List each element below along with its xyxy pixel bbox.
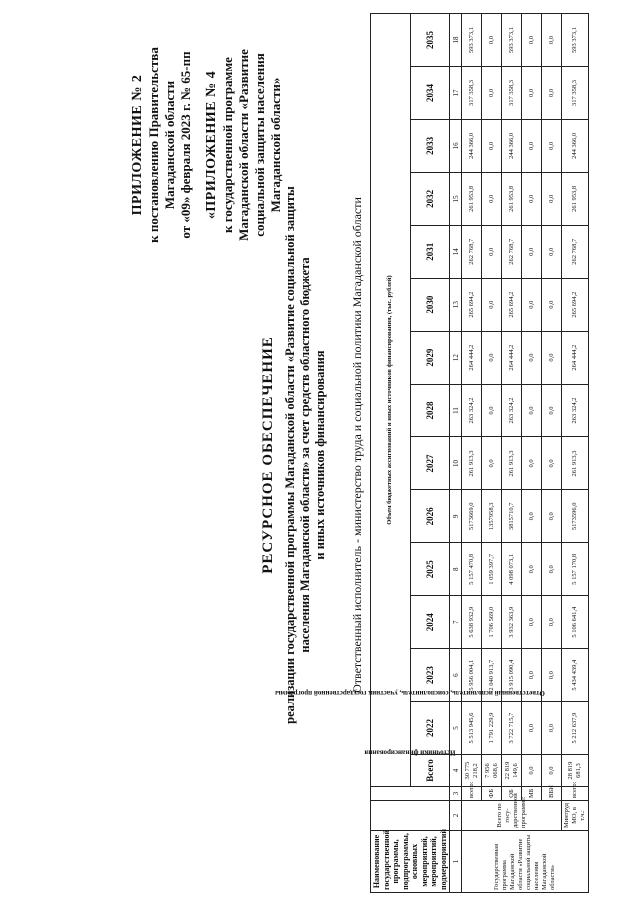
value-cell: 317 358,3 [502, 67, 522, 120]
value-cell: 262 768,7 [562, 225, 589, 278]
value-cell: 0,0 [482, 119, 502, 172]
source-cell: ФБ [482, 787, 502, 801]
year-header: 2026 [410, 490, 450, 543]
value-cell: 0,0 [482, 384, 502, 437]
value-cell: 3 915 090,4 [502, 649, 522, 702]
value-cell: 5173669,0 [462, 490, 482, 543]
value-cell: 593 373,1 [502, 14, 522, 67]
source-cell: всего: [462, 787, 482, 801]
value-cell: 0,0 [522, 331, 542, 384]
year-header: 2035 [410, 14, 450, 67]
value-cell: 5 638 932,9 [462, 596, 482, 649]
total-cell: 22 819 149,6 [502, 755, 522, 787]
table-row [542, 14, 562, 893]
year-header: 2034 [410, 67, 450, 120]
value-cell: 3 932 363,9 [502, 596, 522, 649]
column-index: 14 [450, 225, 462, 278]
year-header: 2032 [410, 172, 450, 225]
appendix4-line: Магаданской области» [268, 77, 283, 213]
column-index: 16 [450, 119, 462, 172]
value-cell: 263 324,2 [462, 384, 482, 437]
value-cell: 265 694,2 [562, 278, 589, 331]
column-index-row [450, 14, 462, 893]
table-row [482, 14, 502, 893]
value-cell: 0,0 [542, 119, 562, 172]
value-cell: 261 913,3 [462, 437, 482, 490]
value-cell: 0,0 [482, 331, 502, 384]
value-cell: 0,0 [482, 437, 502, 490]
year-header: 2029 [410, 331, 450, 384]
year-header: 2025 [410, 543, 450, 596]
heading-line: и иных источников финансирования [313, 350, 327, 560]
column-index: 15 [450, 172, 462, 225]
total-cell: 7 956 068,6 [482, 755, 502, 787]
column-index: 9 [450, 490, 462, 543]
year-header: 2031 [410, 225, 450, 278]
value-cell: 1357958,3 [482, 490, 502, 543]
value-cell: 317 358,3 [462, 67, 482, 120]
responsible-cell: Всего по госу-дарственной программе: [462, 801, 562, 831]
value-cell: 263 324,2 [562, 384, 589, 437]
years-header-row [410, 14, 450, 893]
year-header: 2027 [410, 437, 450, 490]
column-index: 11 [450, 384, 462, 437]
value-cell: 0,0 [482, 172, 502, 225]
col-resp-header: Ответственный исполнитель, соисполнитель, участник государственной программы [371, 801, 450, 831]
appendix-line: к постановлению Правительства [146, 47, 161, 243]
value-cell: 5 157 170,8 [562, 543, 589, 596]
column-index: 12 [450, 331, 462, 384]
total-cell: 0,0 [522, 755, 542, 787]
column-index: 1 [450, 831, 462, 893]
value-cell: 3 722 715,7 [502, 702, 522, 755]
year-header: 2024 [410, 596, 450, 649]
value-cell: 1 791 229,9 [482, 702, 502, 755]
value-cell: 0,0 [482, 14, 502, 67]
value-cell: 0,0 [522, 172, 542, 225]
appendix4-line: Магаданской области «Развитие [236, 49, 251, 241]
column-index: 10 [450, 437, 462, 490]
value-cell: 5 157 470,8 [462, 543, 482, 596]
value-cell: 262 768,7 [462, 225, 482, 278]
value-cell: 0,0 [542, 384, 562, 437]
appendix-line: Магаданской области [162, 80, 177, 210]
value-cell: 261 953,8 [502, 172, 522, 225]
value-cell: 0,0 [522, 490, 542, 543]
value-cell: 1 059 397,7 [482, 543, 502, 596]
value-cell: 0,0 [522, 225, 542, 278]
source-cell: всего: [562, 787, 589, 801]
appendix4-title: «ПРИЛОЖЕНИЕ № 4 [204, 70, 219, 220]
appendix-line: от «09» февраля 2023 г. № 65-пп [178, 51, 193, 239]
total-cell: 0,0 [542, 755, 562, 787]
column-index: 17 [450, 67, 462, 120]
value-cell: 265 694,2 [502, 278, 522, 331]
appendix-title: ПРИЛОЖЕНИЕ № 2 [130, 74, 145, 216]
column-index: 4 [450, 755, 462, 787]
value-cell: 4 098 073,1 [502, 543, 522, 596]
value-cell: 0,0 [522, 14, 542, 67]
table-row [462, 14, 482, 893]
value-cell: 0,0 [522, 596, 542, 649]
source-cell: МБ [522, 787, 542, 801]
year-header: 2023 [410, 649, 450, 702]
table-row [562, 14, 589, 893]
total-cell: 30 775 218,2 [462, 755, 482, 787]
value-cell: 0,0 [522, 384, 542, 437]
heading-line: реализации государственной программы Магаданской области «Развитие социальной защиты [283, 186, 297, 724]
value-cell: 0,0 [542, 543, 562, 596]
column-index: 13 [450, 278, 462, 331]
column-index: 3 [450, 787, 462, 801]
value-cell: 5 212 637,9 [562, 702, 589, 755]
value-cell: 0,0 [542, 225, 562, 278]
value-cell: 0,0 [542, 67, 562, 120]
value-cell: 593 373,1 [462, 14, 482, 67]
document-heading [260, 85, 328, 825]
value-cell: 0,0 [522, 278, 542, 331]
value-cell: 0,0 [522, 702, 542, 755]
col-source-header: Источники финансирования [371, 787, 450, 801]
value-cell: 5 434 439,4 [562, 649, 589, 702]
value-cell: 265 694,2 [462, 278, 482, 331]
year-header: 2033 [410, 119, 450, 172]
column-index: 18 [450, 14, 462, 67]
year-header: 2030 [410, 278, 450, 331]
table-row [522, 14, 542, 893]
program-name-cell: Государственная программа Магаданской области «Развитие социальной защиты населения Магаданской области» [462, 831, 589, 893]
value-cell: 0,0 [482, 225, 502, 278]
value-cell: 5 513 945,6 [462, 702, 482, 755]
column-index: 5 [450, 702, 462, 755]
year-header: 2022 [410, 702, 450, 755]
column-index: 8 [450, 543, 462, 596]
value-cell: 261 913,3 [502, 437, 522, 490]
value-cell: 3815710,7 [502, 490, 522, 543]
value-cell: 0,0 [542, 702, 562, 755]
heading-title: РЕСУРСНОЕ ОБЕСПЕЧЕНИЕ [260, 336, 276, 574]
value-cell: 2 040 913,7 [482, 649, 502, 702]
value-cell: 261 953,8 [462, 172, 482, 225]
value-cell: 263 324,2 [502, 384, 522, 437]
total-cell: 28 819 681,3 [562, 755, 589, 787]
responsible-cell: Минтруд МО, в т.ч.: [562, 801, 589, 831]
value-cell: 0,0 [482, 278, 502, 331]
value-cell: 0,0 [542, 490, 562, 543]
appendix4-line: социальной защиты населения [252, 53, 267, 237]
col-name-header: Наименование государственной программы, подпрограммы, основных мероприятий, мероприятий, подмероприятий [371, 831, 450, 893]
value-cell: 0,0 [542, 437, 562, 490]
value-cell: 5 106 641,4 [562, 596, 589, 649]
value-cell: 5173596,0 [562, 490, 589, 543]
value-cell: 317 358,3 [562, 67, 589, 120]
value-cell: 0,0 [522, 119, 542, 172]
value-cell: 264 444,2 [462, 331, 482, 384]
value-cell: 0,0 [542, 172, 562, 225]
value-cell: 264 444,2 [562, 331, 589, 384]
table-header-row [371, 14, 411, 893]
value-cell: 0,0 [542, 278, 562, 331]
value-cell: 244 366,0 [562, 119, 589, 172]
year-header: 2028 [410, 384, 450, 437]
value-cell: 593 373,1 [562, 14, 589, 67]
value-cell: 262 768,7 [502, 225, 522, 278]
value-cell: 244 366,0 [502, 119, 522, 172]
value-cell: 1 706 569,0 [482, 596, 502, 649]
value-cell: 0,0 [542, 596, 562, 649]
value-cell: 0,0 [542, 331, 562, 384]
value-cell: 261 913,3 [562, 437, 589, 490]
responsible-executor: Ответственный исполнитель - министерство труда и социальной политики Магаданской области [350, 197, 364, 693]
value-cell: 0,0 [522, 67, 542, 120]
column-index: 7 [450, 596, 462, 649]
volume-header: Объем бюджетных ассигнований и иных источников финансирования, (тыс. рублей) [371, 14, 411, 787]
column-index: 6 [450, 649, 462, 702]
value-cell: 0,0 [522, 649, 542, 702]
table-row [502, 14, 522, 893]
value-cell: 0,0 [542, 649, 562, 702]
value-cell: 264 444,2 [502, 331, 522, 384]
value-cell: 0,0 [482, 67, 502, 120]
source-cell: ВБИ [542, 787, 562, 801]
value-cell: 261 953,8 [562, 172, 589, 225]
value-cell: 0,0 [522, 437, 542, 490]
value-cell: 5 956 004,1 [462, 649, 482, 702]
appendix4-line: к государственной программе [220, 57, 235, 233]
value-cell: 244 366,0 [462, 119, 482, 172]
heading-line: населения Магаданской области» за счет средств областного бюджета [298, 257, 312, 653]
total-header: Всего [410, 755, 450, 787]
value-cell: 0,0 [522, 543, 542, 596]
column-index: 2 [450, 801, 462, 831]
source-cell: ОБ [502, 787, 522, 801]
value-cell: 0,0 [542, 14, 562, 67]
